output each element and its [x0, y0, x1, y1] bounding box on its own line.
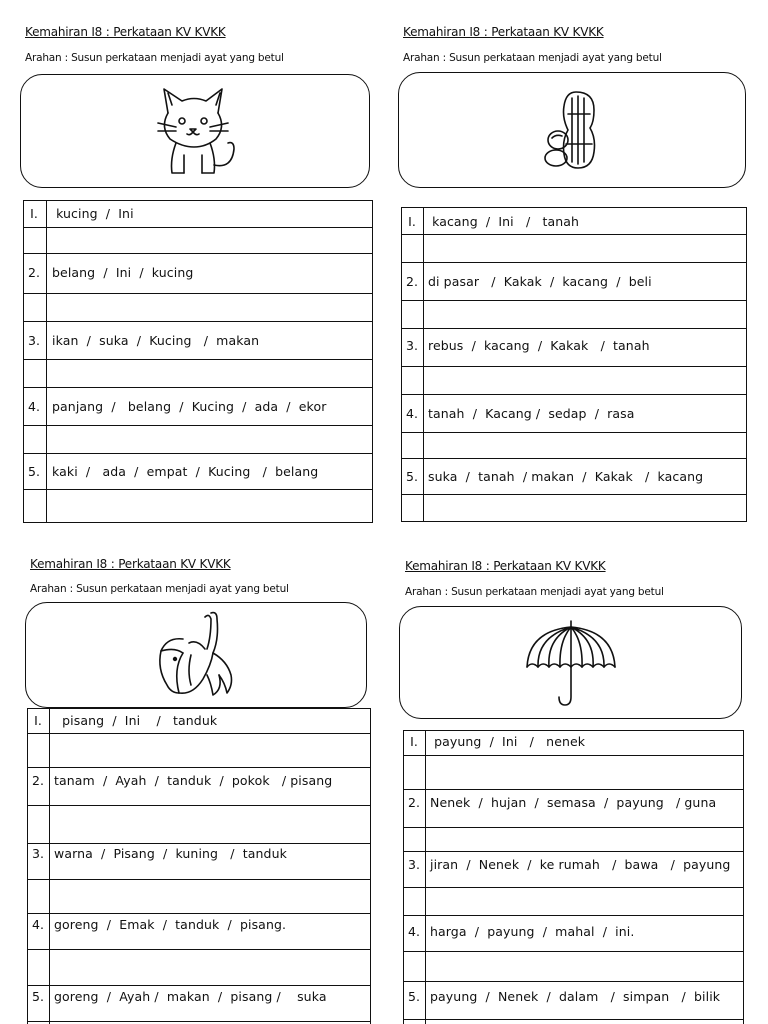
question-number: I. — [34, 713, 42, 728]
question-words: belang / Ini / kucing — [52, 265, 194, 280]
question-number: 3. — [32, 846, 44, 861]
question-table — [403, 730, 744, 1024]
question-number: I. — [410, 734, 418, 749]
question-words: kacang / Ini / tanah — [428, 214, 580, 229]
question-words: warna / Pisang / kuning / tanduk — [54, 846, 287, 861]
picture-box — [398, 72, 746, 188]
banana-icon — [153, 609, 239, 701]
question-words: harga / payung / mahal / ini. — [430, 924, 635, 939]
question-words: panjang / belang / Kucing / ada / ekor — [52, 399, 327, 414]
question-number: I. — [408, 214, 416, 229]
question-number: 3. — [408, 857, 420, 872]
worksheet-instruction: Arahan : Susun perkataan menjadi ayat yang betul — [403, 52, 662, 64]
question-words: Nenek / hujan / semasa / payung / guna — [430, 795, 717, 810]
question-words: jiran / Nenek / ke rumah / bawa / payung — [430, 857, 731, 872]
cat-icon — [150, 83, 240, 179]
question-number: I. — [30, 206, 38, 221]
question-words: tanam / Ayah / tanduk / pokok / pisang — [54, 773, 333, 788]
question-number: 2. — [408, 795, 420, 810]
picture-box — [20, 74, 370, 188]
question-number: 4. — [408, 924, 420, 939]
question-words: pisang / Ini / tanduk — [54, 713, 218, 728]
question-number: 2. — [28, 265, 40, 280]
question-words: di pasar / Kakak / kacang / beli — [428, 274, 652, 289]
question-words: goreng / Emak / tanduk / pisang. — [54, 917, 287, 932]
question-table — [401, 207, 747, 522]
worksheet-title: Kemahiran I8 : Perkataan KV KVKK — [403, 25, 604, 39]
worksheet-title: Kemahiran I8 : Perkataan KV KVKK — [25, 25, 226, 39]
question-words: payung / Ini / nenek — [430, 734, 586, 749]
worksheet-title: Kemahiran I8 : Perkataan KV KVKK — [405, 559, 606, 573]
peanut-icon — [542, 88, 602, 172]
worksheet-instruction: Arahan : Susun perkataan menjadi ayat yang betul — [25, 52, 284, 64]
question-words: goreng / Ayah / makan / pisang / suka — [54, 989, 327, 1004]
question-number: 4. — [406, 406, 418, 421]
worksheet-instruction: Arahan : Susun perkataan menjadi ayat yang betul — [30, 583, 289, 595]
question-number: 4. — [28, 399, 40, 414]
worksheet-instruction: Arahan : Susun perkataan menjadi ayat yang betul — [405, 586, 664, 598]
question-number: 5. — [32, 989, 44, 1004]
picture-box — [399, 606, 742, 719]
question-number: 4. — [32, 917, 44, 932]
question-words: kaki / ada / empat / Kucing / belang — [52, 464, 319, 479]
question-number: 3. — [28, 333, 40, 348]
question-number: 5. — [28, 464, 40, 479]
picture-box — [25, 602, 367, 708]
question-words: suka / tanah / makan / Kakak / kacang — [428, 469, 704, 484]
question-number: 2. — [406, 274, 418, 289]
umbrella-icon — [523, 617, 619, 709]
question-words: kucing / Ini — [52, 206, 134, 221]
question-number: 5. — [406, 469, 418, 484]
question-number: 2. — [32, 773, 44, 788]
question-words: rebus / kacang / Kakak / tanah — [428, 338, 650, 353]
question-number: 5. — [408, 989, 420, 1004]
question-words: ikan / suka / Kucing / makan — [52, 333, 260, 348]
worksheet-title: Kemahiran I8 : Perkataan KV KVKK — [30, 557, 231, 571]
question-words: payung / Nenek / dalam / simpan / bilik — [430, 989, 721, 1004]
question-words: tanah / Kacang / sedap / rasa — [428, 406, 635, 421]
question-table — [23, 200, 373, 523]
question-table — [27, 708, 371, 1024]
question-number: 3. — [406, 338, 418, 353]
